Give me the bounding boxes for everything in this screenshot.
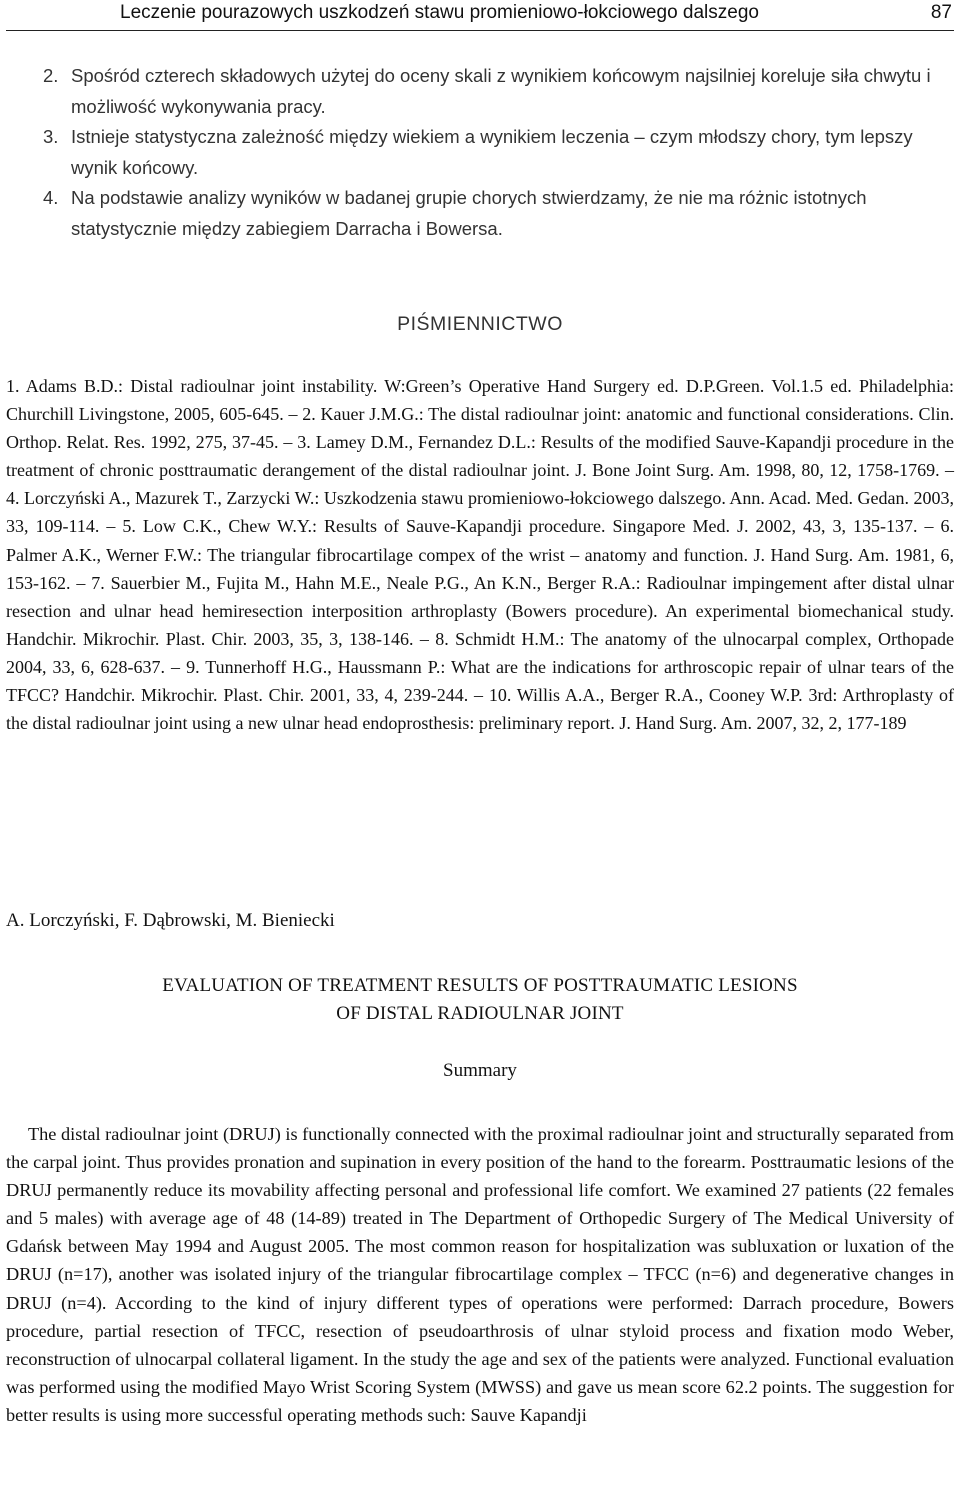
page-number: 87 — [930, 2, 952, 23]
running-header — [6, 0, 954, 31]
conclusion-item — [43, 61, 954, 122]
conclusion-item — [43, 183, 954, 244]
conclusion-text: Na podstawie analizy wyników w badanej grupie chorych stwierdzamy, że nie ma różnic istotnych statystycznie między zabiegiem Darracha i Bowersa. — [71, 187, 867, 239]
english-authors: A. Lorczyński, F. Dąbrowski, M. Bieniecki — [6, 910, 335, 931]
running-title: Leczenie pourazowych uszkodzeń stawu promieniowo-łokciowego dalszego — [120, 2, 759, 23]
conclusions-list — [43, 61, 954, 244]
conclusion-number: 2. — [43, 65, 59, 86]
conclusion-number: 4. — [43, 187, 59, 208]
english-title-line-1: EVALUATION OF TREATMENT RESULTS OF POSTTRAUMATIC LESIONS — [162, 975, 798, 996]
references-heading: PIŚMIENNICTWO — [397, 313, 563, 335]
conclusion-text: Istnieje statystyczna zależność między wiekiem a wynikiem leczenia – czym młodszy chory, tym lepszy wynik końcowy. — [71, 126, 913, 178]
english-title — [6, 972, 954, 1028]
references-list: 1. Adams B.D.: Distal radioulnar joint instability. W:Green’s Operative Hand Surgery ed. D.P.Green. Vol.1.5 ed. Philadelphia: Churchill Livingstone, 2005, 605-645. – 2. Kauer J.M.G.: The distal radioulnar joint: anatomic and functional considerations. Clin. Orthop. Relat. Res. 1992, 275, 37-45. – 3. Lamey D.M., Fernandez D.L.: Results of the modified Sauve-Kapandji procedure in the treatment of chronic posttraumatic derangement of the distal radioulnar joint. J. Bone Joint Surg. Am. 1998, 80, 12, 1758-1769. – 4. Lorczyński A., Mazurek T., Zarzycki W.: Uszkodzenia stawu promieniowo-łokciowego dalszego. Ann. Acad. Med. Gedan. 2003, 33, 109-114. – 5. Low C.K., Chew W.Y.: Results of Sauve-Kapandji procedure. Singapore Med. J. 2002, 43, 3, 135-137. – 6. Palmer A.K., Werner F.W.: The triangular fibrocartilage compex of the wrist – anatomy and function. J. Hand Surg. Am. 1981, 6, 153-162. – 7. Sauerbier M., Fujita M., Hahn M.E., Neale P.G., An K.N., Berger R.A.: Radioulnar impingement after distal ulnar resection and ulnar head hemiresection interposition arthroplasty (Bowers procedure). An experimental biomechanical study. Handchir. Mikrochir. Plast. Chir. 2003, 35, 3, 138-146. – 8. Schmidt H.M.: The anatomy of the ulnocarpal complex, Orthopade 2004, 33, 6, 628-637. – 9. Tunnerhoff H.G., Haussmann P.: What are the indications for arthroscopic repair of ulnar tears of the TFCC? Handchir. Mikrochir. Plast. Chir. 2001, 33, 4, 239-244. – 10. Willis A.A., Berger R.A., Cooney W.P. 3rd: Arthroplasty of the distal radioulnar joint using a new ulnar head endoprosthesis: preliminary report. J. Hand Surg. Am. 2007, 32, 2, 177-189 — [6, 376, 954, 734]
conclusion-text: Spośród czterech składowych użytej do oceny skali z wynikiem końcowym najsilniej koreluje siła chwytu i możliwość wykonywania pracy. — [71, 65, 931, 117]
english-title-line-2: OF DISTAL RADIOULNAR JOINT — [336, 1003, 624, 1024]
summary-paragraph: The distal radioulnar joint (DRUJ) is functionally connected with the proximal radioulnar joint and structurally separated from the carpal joint. Thus provides pronation and supination in every position of the hand to the forearm. Posttraumatic lesions of the DRUJ permanently reduce its movability affecting personal and professional life comfort. We examined 27 patients (22 females and 5 males) with average age of 48 (14-89) treated in The Department of Orthopedic Surgery of The Medical University of Gdańsk between May 1994 and August 2005. The most common reason for hospitalization was subluxation or luxation of the DRUJ (n=17), another was isolated injury of the triangular fibrocartilage complex – TFCC (n=6) and degenerative changes in DRUJ (n=4). According to the kind of injury different types of operations were performed: Darrach procedure, Bowers procedure, partial resection of TFCC, resection of pseudoarthrosis of ulnar styloid process and fixation modo Weber, reconstruction of ulnocarpal collateral ligament. In the study the age and sex of the patients were analyzed. Functional evaluation was performed using the modified Mayo Wrist Scoring System (MWSS) and gave us mean score 62.2 points. The suggestion for better results is using more successful operating methods such: Sauve Kapandji — [6, 1124, 954, 1425]
conclusion-number: 3. — [43, 126, 59, 147]
summary-heading: Summary — [443, 1060, 517, 1081]
conclusion-item — [43, 122, 954, 183]
